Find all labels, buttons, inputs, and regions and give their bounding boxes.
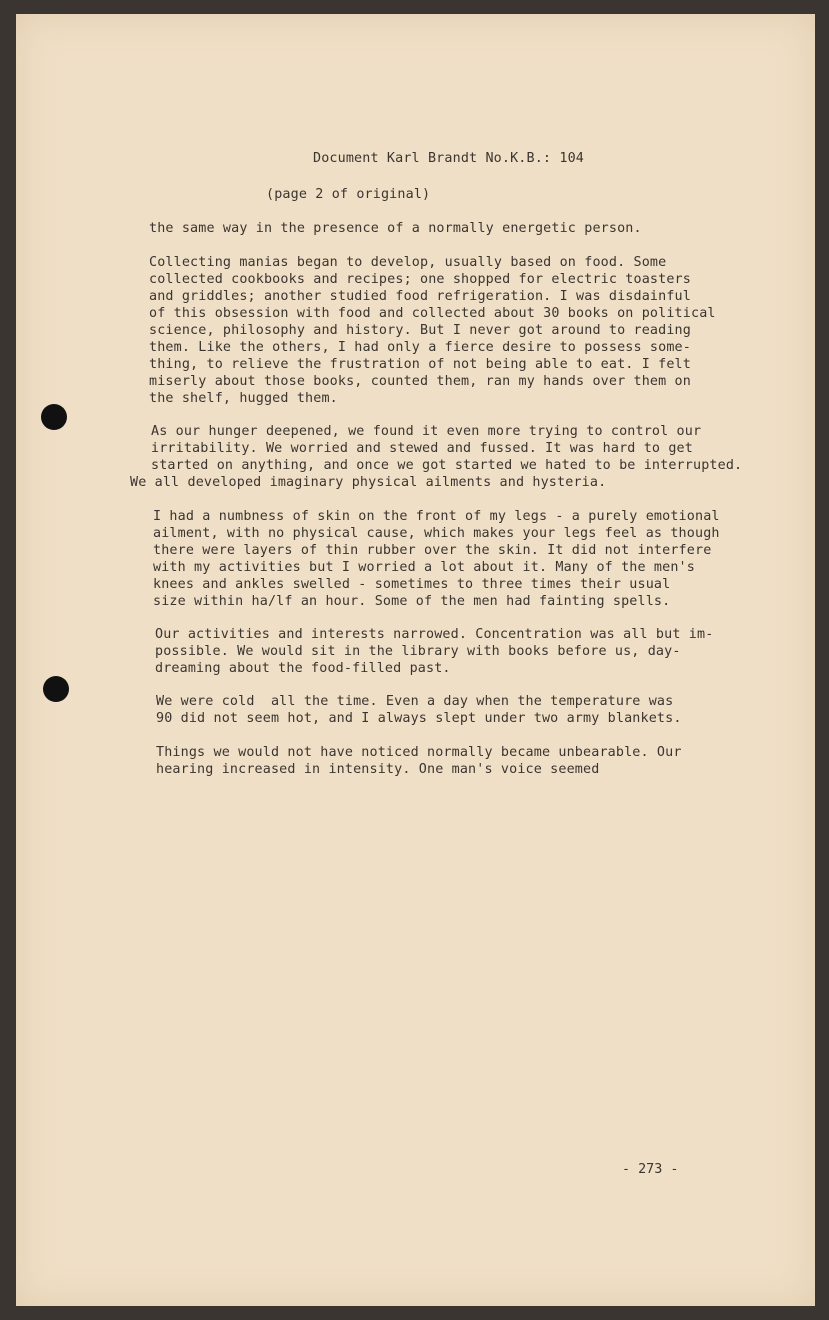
text-line: size within ha/lf an hour. Some of the men had fainting spells. [153, 594, 671, 609]
text-line: with my activities but I worried a lot about it. Many of the men's [153, 560, 695, 575]
text-line: I had a numbness of skin on the front of my legs - a purely emotional [153, 509, 720, 524]
text-line: irritability. We worried and stewed and fussed. It was hard to get [151, 441, 693, 456]
text-line: of this obsession with food and collected about 30 books on political [149, 306, 716, 321]
text-line: hearing increased in intensity. One man's voice seemed [156, 762, 600, 777]
page-number: - 273 - [622, 1162, 679, 1177]
punch-hole-bottom [43, 676, 69, 702]
text-line: ailment, with no physical cause, which makes your legs feel as though [153, 526, 720, 541]
text-line: As our hunger deepened, we found it even more trying to control our [151, 424, 702, 439]
text-line: the shelf, hugged them. [149, 391, 338, 406]
text-line: them. Like the others, I had only a fierce desire to possess some- [149, 340, 691, 355]
text-line: Things we would not have noticed normally became unbearable. Our [156, 745, 682, 760]
text-line: dreaming about the food-filled past. [155, 661, 451, 676]
punch-hole-top [41, 404, 67, 430]
document-page [16, 14, 815, 1306]
text-line: 90 did not seem hot, and I always slept under two army blankets. [156, 711, 682, 726]
text-line: there were layers of thin rubber over the skin. It did not interfere [153, 543, 712, 558]
text-line: possible. We would sit in the library with books before us, day- [155, 644, 681, 659]
text-line: We were cold all the time. Even a day when the temperature was [156, 694, 674, 709]
text-line: science, philosophy and history. But I never got around to reading [149, 323, 691, 338]
text-line: We all developed imaginary physical ailments and hysteria. [130, 475, 607, 490]
page-note: (page 2 of original) [266, 187, 431, 202]
text-line: miserly about those books, counted them, ran my hands over them on [149, 374, 691, 389]
text-line: and griddles; another studied food refrigeration. I was disdainful [149, 289, 691, 304]
text-line: thing, to relieve the frustration of not being able to eat. I felt [149, 357, 691, 372]
text-line: knees and ankles swelled - sometimes to three times their usual [153, 577, 671, 592]
text-line: the same way in the presence of a normally energetic person. [149, 221, 642, 236]
document-title: Document Karl Brandt No.K.B.: 104 [313, 151, 584, 166]
text-line: started on anything, and once we got started we hated to be interrupted. [151, 458, 743, 473]
text-line: collected cookbooks and recipes; one shopped for electric toasters [149, 272, 691, 287]
text-line: Collecting manias began to develop, usually based on food. Some [149, 255, 667, 270]
text-line: Our activities and interests narrowed. Concentration was all but im- [155, 627, 714, 642]
